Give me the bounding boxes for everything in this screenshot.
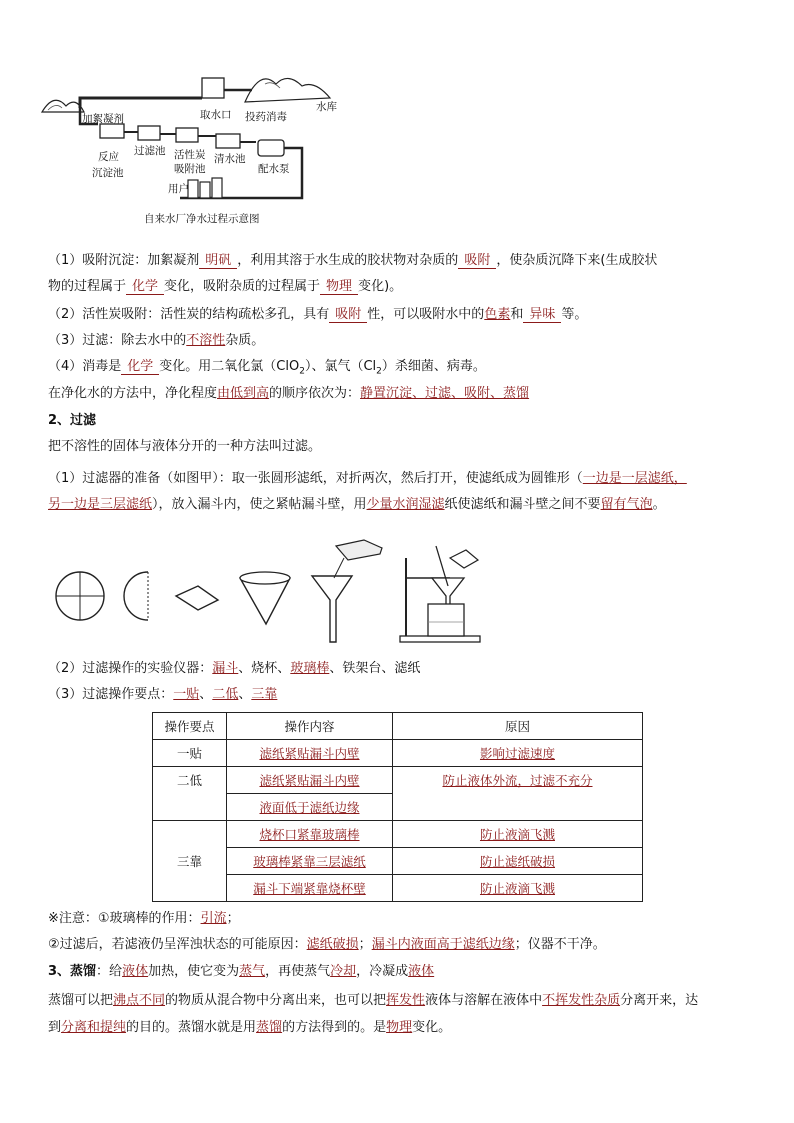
table-cell: 防止液滴飞溅 xyxy=(393,875,643,902)
table-cell: 一贴 xyxy=(153,740,227,767)
table-header: 原因 xyxy=(393,713,643,740)
clear-tank xyxy=(216,134,240,148)
table-cell: 漏斗下端紧靠烧杯壁 xyxy=(227,875,393,902)
sec1-line5: （4）消毒是 化学 变化。用二氧化氯（ClO$_2$）、氯气$(Cl_2)$杀细菌、病毒。 xyxy=(48,359,486,377)
table-cell: 液面低于滤纸边缘 xyxy=(227,794,393,821)
sec2-p2: 另一边是三层滤纸），放入漏斗内，使之紧帖漏斗壁，用少量水润湿滤纸使滤纸和漏斗壁之间不要留有气泡。 xyxy=(48,497,666,512)
table-row xyxy=(153,767,643,794)
label-clear: 清水池 xyxy=(214,153,246,165)
sec1-line6: 在净化水的方法中，净化程度由低到高的顺序依次为：静置沉淀、过滤、吸附、蒸馏 xyxy=(48,386,530,401)
mountain-right-icon xyxy=(245,78,330,102)
label-reservoir: 水库 xyxy=(316,101,337,113)
sec2-p3: （2）过滤操作的实验仪器：漏斗、烧杯、玻璃棒、铁架台、滤纸 xyxy=(48,661,421,676)
table-row xyxy=(153,875,643,902)
pouring-beaker-icon xyxy=(450,550,478,568)
sec1-line1: （1）吸附沉淀：加絮凝剂 明矾 ，利用其溶于水生成的胶状物对杂质的 吸附 ，使杂质沉降下来(生成胶状 xyxy=(48,253,658,268)
sec2-def: 把不溶性的固体与液体分开的一种方法叫过滤。 xyxy=(48,439,322,454)
filter-ops-table xyxy=(152,712,643,902)
label-carbon2: 吸附池 xyxy=(174,163,206,175)
sec3-p1: 蒸馏可以把沸点不同的物质从混合物中分离出来，也可以把挥发性液体与溶解在液体中不挥发性杂质分离开来，达 xyxy=(48,993,699,1008)
sec2-title: 2、过滤 xyxy=(48,413,97,428)
funnel-icon xyxy=(312,576,352,642)
label-filter: 过滤池 xyxy=(134,145,166,157)
water-treatment-diagram xyxy=(40,62,340,232)
carbon-tank xyxy=(176,128,198,142)
table-cell: 滤纸紧贴漏斗内壁 xyxy=(227,740,393,767)
label-reaction2: 沉淀池 xyxy=(92,167,124,179)
table-cell: 防止液滴飞溅 xyxy=(393,821,643,848)
sec1-line4: （3）过滤：除去水中的不溶性杂质。 xyxy=(48,333,265,348)
table-cell: 影响过滤速度 xyxy=(393,740,643,767)
diagram-caption: 自来水厂净水过程示意图 xyxy=(144,213,260,225)
table-cell: 玻璃棒紧靠三层滤纸 xyxy=(227,848,393,875)
table-cell: 防止液体外流，过滤不充分 xyxy=(393,767,643,821)
table-cell: 滤纸紧贴漏斗内壁 xyxy=(227,767,393,794)
table-header: 操作内容 xyxy=(227,713,393,740)
sec1-line2: 物的过程属于 化学 变化，吸附杂质的过程属于 物理 变化)。 xyxy=(48,279,403,294)
sec3-title: 3、蒸馏：给液体加热，使它变为蒸气，再使蒸气冷却，冷凝成液体 xyxy=(48,964,435,979)
sec2-p1: （1）过滤器的准备（如图甲）：取一张圆形滤纸，对折两次，然后打开，使滤纸成为圆锥形（一边是一层滤纸， xyxy=(48,471,687,486)
note-2: ②过滤后，若滤液仍呈浑浊状态的可能原因：滤纸破损；漏斗内液面高于滤纸边缘；仪器不干净。 xyxy=(48,937,606,952)
label-flocculant: 加絮凝剂 xyxy=(82,113,124,125)
label-intake: 取水口 xyxy=(200,109,232,121)
label-carbon1: 活性炭 xyxy=(174,149,206,161)
sec1-line3: （2）活性炭吸附：活性炭的结构疏松多孔，具有 吸附 性，可以吸附水中的色素和 异味 等。 xyxy=(48,307,588,322)
reaction-tank xyxy=(100,124,124,138)
note-1: ※注意：①玻璃棒的作用：引流； xyxy=(48,911,240,926)
filter-paper-half-icon xyxy=(124,572,148,620)
filter-paper-quarter-icon xyxy=(176,586,218,610)
table-header-row xyxy=(153,713,643,740)
table-row xyxy=(153,848,643,875)
label-disinfect: 投药消毒 xyxy=(245,111,287,123)
label-pump: 配水泵 xyxy=(258,163,290,175)
pump xyxy=(258,140,284,156)
water-treatment-svg xyxy=(40,62,340,232)
label-user: 用户 xyxy=(168,183,189,195)
table-cell: 二低 xyxy=(153,767,227,821)
table-row xyxy=(153,740,643,767)
iron-stand-base xyxy=(400,636,480,642)
sec3-p2: 到分离和提纯的目的。蒸馏水就是用蒸馏的方法得到的。是物理变化。 xyxy=(48,1020,452,1035)
intake-box xyxy=(202,78,224,98)
filter-figures xyxy=(48,538,648,648)
table-cell: 三靠 xyxy=(153,821,227,902)
table-cell: 烧杯口紧靠玻璃棒 xyxy=(227,821,393,848)
table-cell: 防止滤纸破损 xyxy=(393,848,643,875)
table-header: 操作要点 xyxy=(153,713,227,740)
label-reaction1: 反应 xyxy=(98,151,119,163)
table-row xyxy=(153,821,643,848)
receiving-beaker-icon xyxy=(428,604,464,636)
beaker-hand-icon xyxy=(336,540,382,560)
filter-tank xyxy=(138,126,160,140)
sec2-p4: （3）过滤操作要点：一贴、二低、三靠 xyxy=(48,687,278,702)
